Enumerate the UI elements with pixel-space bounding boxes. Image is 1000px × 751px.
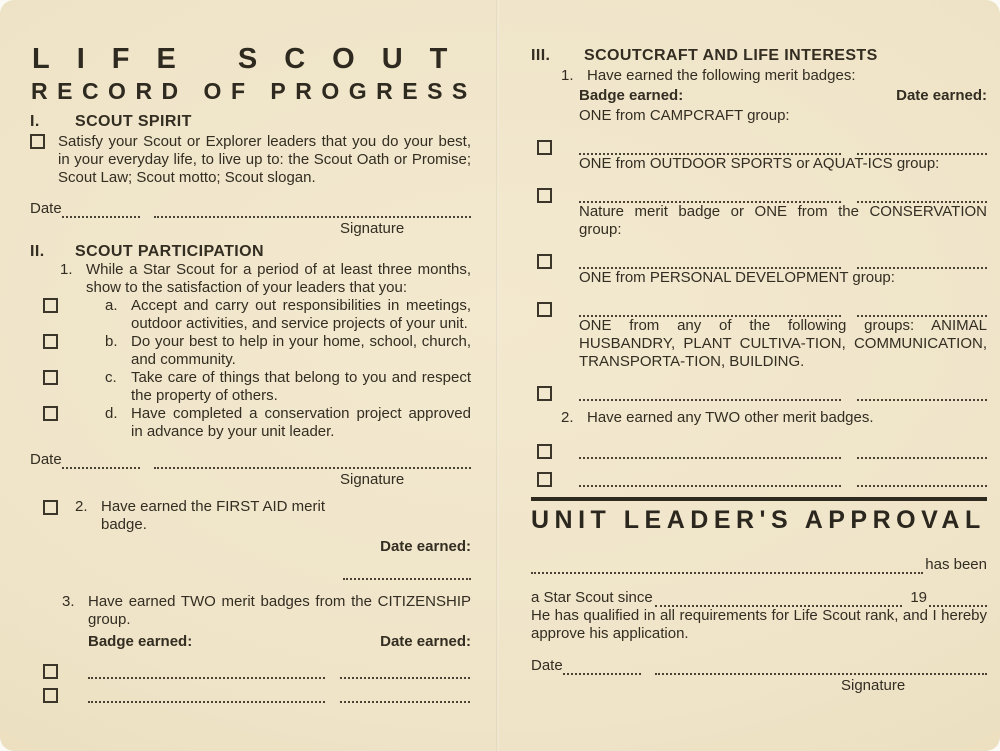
other-badge-fill-row-2 — [531, 463, 987, 487]
approval-since-line — [531, 589, 987, 607]
badge-fill-line — [579, 141, 841, 155]
section-2-signature-label: Signature — [340, 471, 405, 488]
scout-spirit-item — [30, 133, 471, 187]
other-badge-fill-row-1 — [531, 435, 987, 459]
date-fill-line — [62, 455, 140, 469]
section-2-date-line — [30, 451, 471, 469]
badge-checkbox — [537, 472, 552, 487]
item-text: Have earned the following merit badges: — [587, 67, 856, 84]
item-text: Have earned TWO merit badges from the CITIZENSHIP group. — [88, 593, 471, 628]
date-label: Date — [531, 657, 563, 674]
badge-checkbox — [43, 664, 58, 679]
date-fill-line — [857, 141, 987, 155]
badge-earned-label: Badge earned: — [88, 633, 193, 650]
date-fill-line — [340, 665, 470, 679]
scout-spirit-text: Satisfy your Scout or Explorer leaders that you do your best, in your everyday life, to live up to: the Scout Oath or Promise; Scout Law; Scout motto; Scout slogan. — [58, 133, 471, 186]
section-3-heading — [531, 46, 987, 65]
date-fill-line — [343, 566, 471, 580]
subitem-text: Accept and carry out responsibilities in meetings, outdoor activities, and service projects of your unit. — [131, 297, 471, 332]
section-1-title: SCOUT SPIRIT — [75, 113, 192, 130]
two-other-badges-item — [561, 409, 987, 427]
badge-fill-line — [88, 665, 325, 679]
conservation-fill-row — [531, 245, 987, 269]
signature-fill-line — [154, 204, 471, 218]
subitem-c-checkbox — [43, 370, 58, 385]
scoutcraft-item-1 — [561, 67, 987, 85]
approval-divider-rule — [531, 497, 987, 501]
group-label-outdoor-sports: ONE from OUTDOOR SPORTS or AQUAT-ICS group: — [579, 155, 940, 172]
date-label: Date — [30, 200, 62, 217]
item-text: Have earned any TWO other merit badges. — [587, 409, 874, 426]
date-earned-label: Date earned: — [380, 633, 471, 650]
left-column — [30, 40, 477, 703]
group-label-campcraft: ONE from CAMPCRAFT group: — [579, 107, 790, 124]
right-column — [531, 46, 987, 695]
participation-subitem-c — [30, 369, 471, 405]
date-fill-line — [563, 661, 641, 675]
since-fill-line — [655, 593, 903, 607]
citizenship-fill-row-1 — [30, 655, 471, 679]
section-3-title: SCOUTCRAFT AND LIFE INTERESTS — [584, 47, 878, 64]
item-number: 1. — [60, 261, 73, 278]
signature-fill-line — [154, 455, 471, 469]
date-fill-line — [340, 689, 470, 703]
left-columns-header — [30, 633, 471, 651]
subitem-letter: b. — [105, 333, 118, 350]
date-label: Date — [30, 451, 62, 468]
badge-checkbox — [537, 444, 552, 459]
section-2-number: II. — [30, 243, 45, 260]
personal-development-fill-row — [531, 293, 987, 317]
year-prefix: 19 — [910, 589, 927, 606]
subitem-text: Have completed a conservation project approved in advance by your unit leader. — [131, 405, 471, 440]
section-2-heading — [30, 242, 471, 261]
item-text: While a Star Scout for a period of at least three months, show to the satisfaction of your leaders that you: — [86, 261, 471, 296]
item-number: 2. — [561, 409, 574, 426]
date-earned-label: Date earned: — [896, 87, 987, 104]
badge-checkbox — [43, 688, 58, 703]
approval-name-line — [531, 556, 987, 574]
approval-qualified-text: He has qualified in all requirements for Life Scout rank, and I hereby approve his application. — [531, 607, 987, 642]
signature-fill-line — [655, 661, 987, 675]
item-number: 1. — [561, 67, 574, 84]
first-aid-item — [30, 498, 471, 534]
card-title-line2: RECORD OF PROGRESS — [31, 78, 477, 104]
participation-subitem-a — [30, 297, 471, 333]
badge-checkbox — [537, 386, 552, 401]
badge-checkbox — [537, 188, 552, 203]
subitem-letter: d. — [105, 405, 118, 422]
outdoor-sports-fill-row — [531, 179, 987, 203]
date-fill-line — [857, 189, 987, 203]
date-fill-line — [62, 204, 140, 218]
section-1-number: I. — [30, 113, 40, 130]
badge-fill-line — [579, 255, 841, 269]
section-3-number: III. — [531, 47, 551, 64]
first-aid-checkbox — [43, 500, 58, 515]
since-label: a Star Scout since — [531, 589, 653, 606]
approval-heading: UNIT LEADER'S APPROVAL — [531, 506, 986, 534]
badge-fill-line — [579, 445, 841, 459]
subitem-b-checkbox — [43, 334, 58, 349]
badge-fill-line — [579, 303, 841, 317]
badge-checkbox — [537, 254, 552, 269]
subitem-text: Do your best to help in your home, school, church, and community. — [131, 333, 471, 368]
year-fill-line — [929, 593, 987, 607]
approval-date-line — [531, 657, 987, 675]
citizenship-fill-row-2 — [30, 679, 471, 703]
badge-checkbox — [537, 140, 552, 155]
item-number: 3. — [62, 593, 75, 610]
section-1-date-line — [30, 200, 471, 218]
item-text: Have earned the FIRST AID merit badge. — [101, 498, 325, 533]
group-label-other-groups: ONE from any of the following groups: ANIMAL HUSBANDRY, PLANT CULTIVA-TION, COMMUNICATION, TRANSPORTA-TION, BUILDING. — [579, 317, 987, 370]
participation-subitem-d — [30, 405, 471, 441]
date-fill-line — [857, 255, 987, 269]
subitem-letter: c. — [105, 369, 117, 386]
date-fill-line — [857, 387, 987, 401]
has-been-label: has been — [925, 556, 987, 573]
participation-subitem-b — [30, 333, 471, 369]
subitem-letter: a. — [105, 297, 118, 314]
group-label-conservation: Nature merit badge or ONE from the CONSERVATION group: — [579, 203, 987, 238]
subitem-a-checkbox — [43, 298, 58, 313]
date-fill-line — [857, 473, 987, 487]
campcraft-fill-row — [531, 131, 987, 155]
section-2-title: SCOUT PARTICIPATION — [75, 243, 264, 260]
first-aid-date-earned-label: Date earned: — [380, 538, 471, 555]
card-title-line1: LIFE SCOUT — [32, 43, 475, 75]
badge-checkbox — [537, 302, 552, 317]
section-1-heading — [30, 112, 471, 131]
first-aid-date-fill — [30, 566, 471, 585]
subitem-d-checkbox — [43, 406, 58, 421]
badge-fill-line — [579, 189, 841, 203]
card-fold-line — [496, 0, 500, 751]
scout-spirit-checkbox — [30, 134, 45, 149]
badge-fill-line — [579, 473, 841, 487]
badge-fill-line — [579, 387, 841, 401]
date-fill-line — [857, 445, 987, 459]
subitem-text: Take care of things that belong to you and respect the property of others. — [131, 369, 471, 404]
badge-fill-line — [88, 689, 325, 703]
group-label-personal-development: ONE from PERSONAL DEVELOPMENT group: — [579, 269, 895, 286]
date-fill-line — [857, 303, 987, 317]
right-columns-header — [531, 87, 987, 105]
other-groups-fill-row — [531, 377, 987, 401]
item-number: 2. — [75, 498, 88, 515]
participation-item-1 — [60, 261, 471, 297]
name-fill-line — [531, 560, 923, 574]
approval-signature-label: Signature — [841, 677, 906, 694]
section-1-signature-label: Signature — [340, 220, 405, 237]
citizenship-item — [62, 593, 471, 629]
badge-earned-label: Badge earned: — [579, 87, 684, 104]
